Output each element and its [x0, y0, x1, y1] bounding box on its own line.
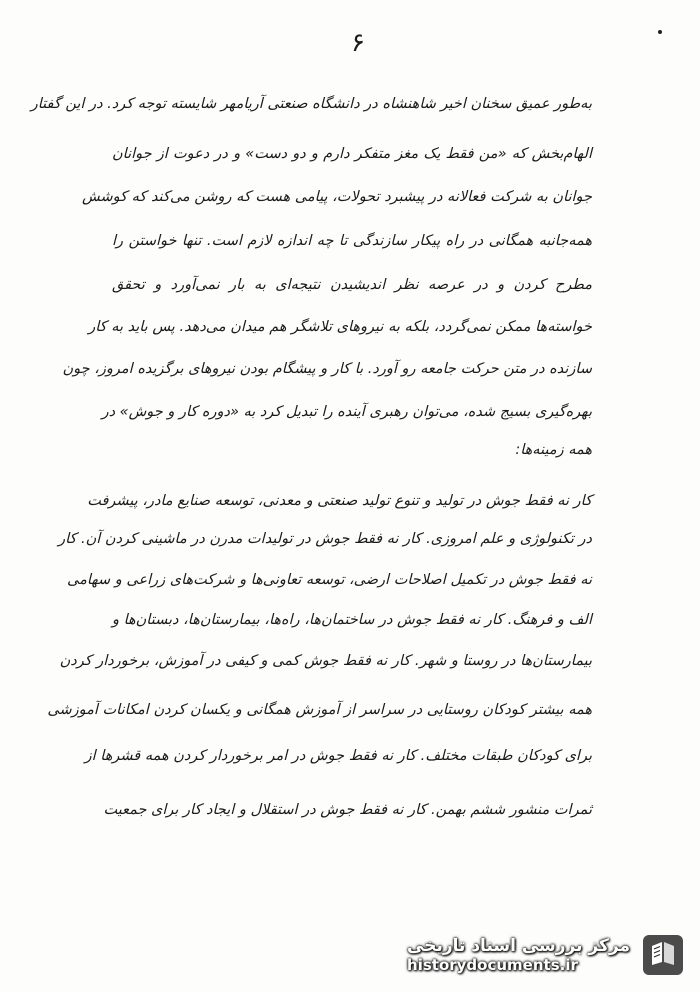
watermark-title: مرکز بررسی اسناد تاریخی [407, 936, 630, 956]
page-number: ۶ [351, 28, 365, 58]
watermark-text [407, 936, 630, 974]
paragraph-1-line-8: بهره‌گیری بسیج شده، می‌توان رهبری آینده را تبدیل کرد به «دوره کار و جوش» در [101, 404, 592, 420]
watermark-url: historydocuments.ir [407, 956, 578, 974]
paragraph-1-line-1: به‌طور عمیق سخنان اخیر شاهنشاه در دانشگاه صنعتی آریامهر شایسته توجه کرد. در این گفتار [30, 96, 592, 112]
paragraph-2-line-8: ثمرات منشور ششم بهمن. کار نه فقط جوش در استقلال و ایجاد کار برای جمعیت [103, 802, 592, 818]
paragraph-2-line-6: همه بیشتر کودکان روستایی در سراسر از آموزش همگانی و یکسان کردن امکانات آموزشی [47, 702, 592, 718]
paragraph-1-line-6: خواسته‌ها ممکن نمی‌گردد، بلکه به نیروهای تلاشگر هم میدان می‌دهد. پس باید به کار [88, 319, 592, 335]
book-logo-icon [640, 932, 686, 978]
paragraph-1-line-5: مطرح کردن و در عرصه نظر اندیشیدن نتیجه‌ای به بار نمی‌آورد و تحقق [112, 277, 592, 293]
paragraph-2-line-2: در تکنولوژی و علم امروزی. کار نه فقط جوش در تولیدات مدرن در ماشینی کردن آن. کار [58, 531, 592, 547]
paragraph-1-line-9: همه زمینه‌ها: [515, 442, 592, 458]
paragraph-1-line-3: جوانان به شرکت فعالانه در پیشبرد تحولات، پیامی هست که روشن می‌کند که کوشش [82, 189, 592, 205]
paragraph-2-line-4: الف و فرهنگ. کار نه فقط جوش در ساختمان‌ها، راه‌ها، بیمارستان‌ها، دبستان‌ها و [111, 612, 592, 628]
corner-ink-dot [658, 30, 662, 34]
paragraph-2-line-7: برای کودکان طبقات مختلف. کار نه فقط جوش در امر برخوردار کردن همه قشرها از [84, 748, 592, 764]
paragraph-2-line-3: نه فقط جوش در تکمیل اصلاحات ارضی، توسعه تعاونی‌ها و شرکت‌های زراعی و سهامی [67, 572, 592, 588]
paragraph-2-line-1: کار نه فقط جوش در تولید و تنوع تولید صنعتی و معدنی، توسعه صنایع مادر، پیشرفت [87, 493, 592, 509]
paragraph-1-line-2: الهام‌بخش که «من فقط یک مغز متفکر دارم و دو دست» و در دعوت از جوانان [112, 146, 592, 162]
paragraph-1-line-7: سازنده در متن حرکت جامعه رو آورد. با کار و پیشگام بودن نیروهای برگزیده امروز، چون [62, 361, 592, 377]
paragraph-1-line-4: همه‌جانبه همگانی در راه پیکار سازندگی تا چه اندازه لازم است. تنها خواستن را [112, 233, 592, 249]
paragraph-2-line-5: بیمارستان‌ها در روستا و شهر. کار نه فقط جوش کمی و کیفی در آموزش، برخوردار کردن [59, 653, 592, 669]
watermark [407, 932, 686, 978]
